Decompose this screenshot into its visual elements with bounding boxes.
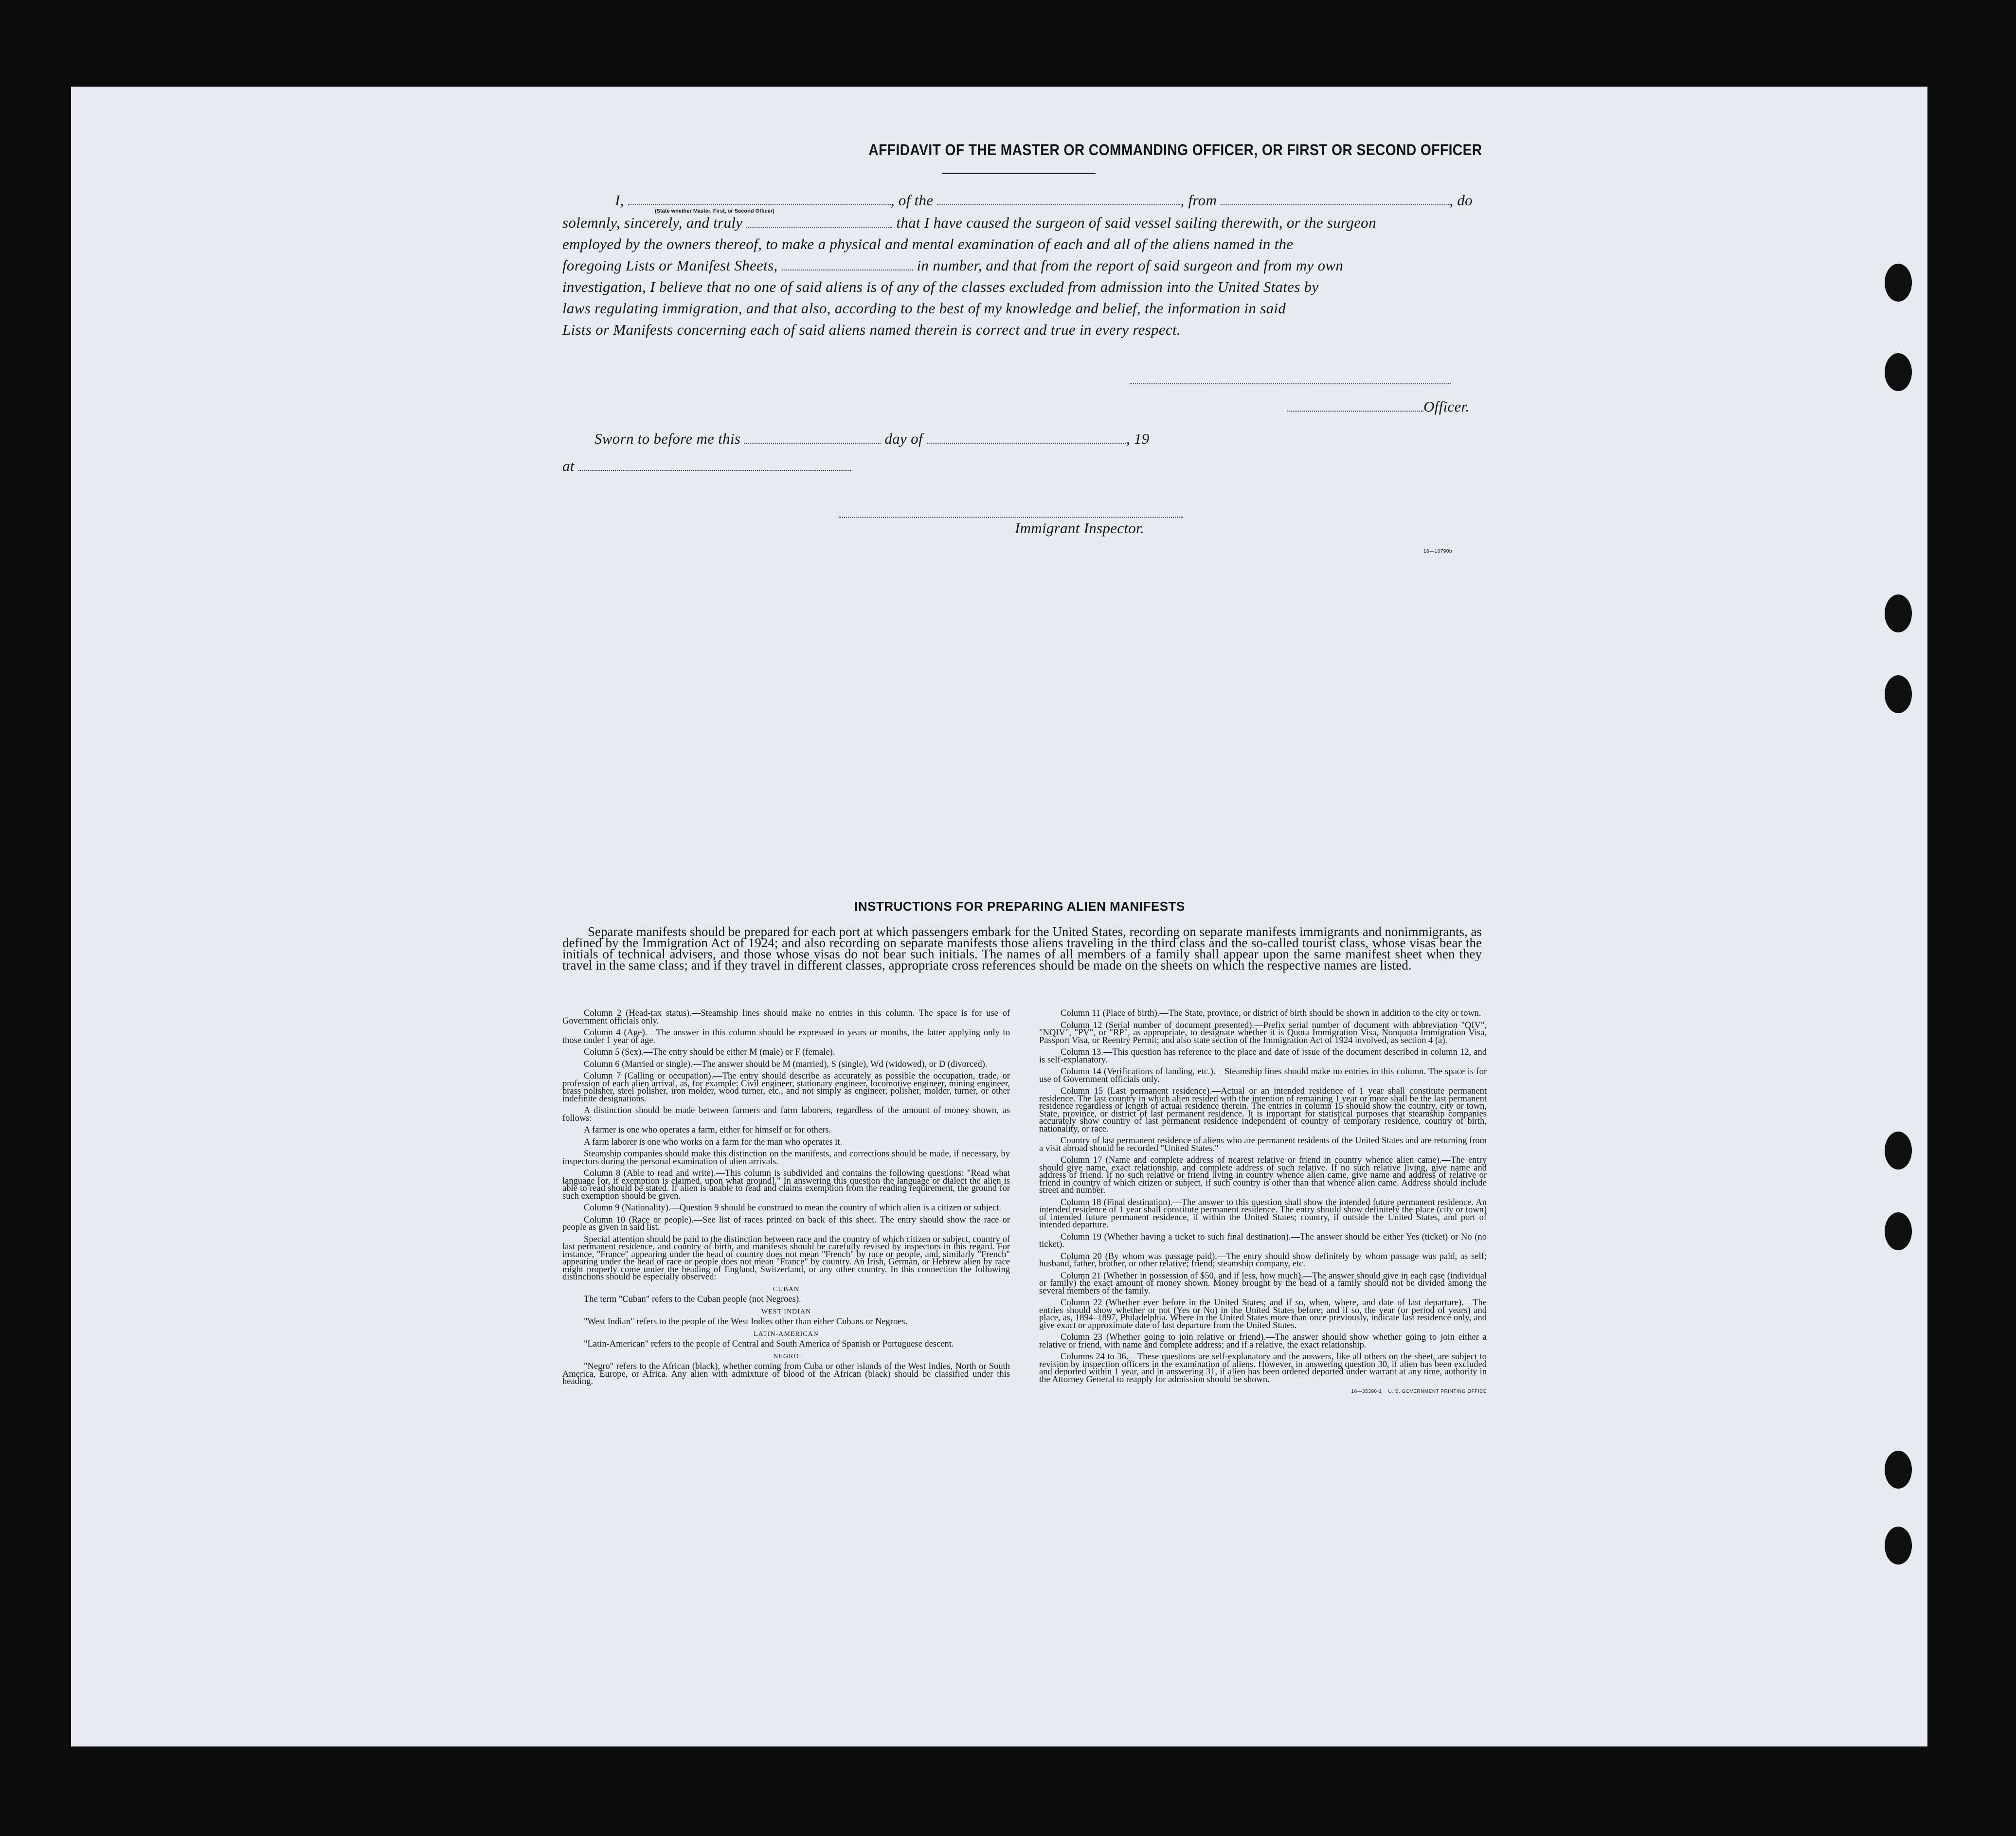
affidavit-text: solemnly, sincerely, and truly bbox=[562, 214, 743, 231]
binder-hole bbox=[1885, 1132, 1912, 1170]
instruction-paragraph: Column 21 (Whether in possession of $50, and if less, how much).—The answer should give in each case (individual or family) the exact amount of money shown. Money brought by the head of a family should not be divided among the several members of the family. bbox=[1039, 1271, 1487, 1296]
instruction-paragraph: Column 12 (Serial number of document presented).—Prefix serial number of document with abbreviation "QIV", "NQIV", "PV", or "RP", as appropriate, to designate whether it is Quota Immigration Visa, Nonquota Immigration Visa, Passport Visa, or Reentry Permit; and also state section of the Immigration Act of 1924 involved, as section 4 (a). bbox=[1039, 1020, 1487, 1045]
affidavit-text: in number, and that from the report of said surgeon and from my own bbox=[917, 257, 1344, 274]
instruction-paragraph: Column 13.—This question has reference to the place and date of issue of the document described in column 12, and is self-explanatory. bbox=[1039, 1047, 1487, 1065]
officer-signature-field[interactable] bbox=[1287, 410, 1423, 412]
binder-hole bbox=[1885, 675, 1912, 713]
affidavit-text: , from bbox=[1180, 192, 1217, 209]
subsection-heading: LATIN-AMERICAN bbox=[754, 1330, 819, 1338]
port-field[interactable] bbox=[1221, 204, 1449, 205]
footer-printer: U. S. GOVERNMENT PRINTING OFFICE bbox=[1388, 1389, 1487, 1394]
affidavit-line-5: investigation, I believe that no one of said aliens is of any of the classes excluded from admission into the United States by bbox=[562, 278, 1319, 295]
form-number: 16—16790b bbox=[1423, 549, 1452, 554]
binder-hole bbox=[1885, 594, 1912, 632]
oath-field[interactable] bbox=[746, 226, 892, 228]
subsection-heading: WEST INDIAN bbox=[761, 1308, 811, 1315]
officer-line bbox=[1287, 398, 1470, 415]
instruction-paragraph: A farmer is one who operates a farm, either for himself or for others. bbox=[584, 1125, 831, 1135]
instruction-paragraph: Column 11 (Place of birth).—The State, province, or district of birth should be shown in addition to the city or town. bbox=[1061, 1008, 1481, 1018]
affidavit-line-4 bbox=[562, 257, 1343, 274]
officer-rank-field[interactable] bbox=[628, 204, 891, 205]
binder-hole bbox=[1885, 264, 1912, 302]
subsection-text: "Latin-American" refers to the people of Central and South America of Spanish or Portuguese descent. bbox=[584, 1339, 954, 1349]
sworn-text: day of bbox=[884, 430, 923, 447]
instruction-paragraph: Column 10 (Race or people).—See list of races printed on back of this sheet. The entry should show the race or people as given in said list. bbox=[562, 1215, 1010, 1232]
sworn-year-text: , 19 bbox=[1126, 430, 1150, 447]
instruction-paragraph: A farm laborer is one who works on a farm for the man who operates it. bbox=[584, 1137, 843, 1147]
at-line bbox=[562, 457, 851, 475]
affidavit-text: , do bbox=[1449, 192, 1473, 209]
inspector-signature-line[interactable] bbox=[839, 517, 1183, 518]
instructions-left-column bbox=[562, 1010, 1010, 1390]
title-divider bbox=[942, 173, 1096, 174]
instruction-paragraph: Column 17 (Name and complete address of nearest relative or friend in country whence alien came).—The entry should give name, exact relationship, and complete address of such relative. If no such relative living, give name and address of friend. If no such relative or friend living in country whence alien came, give name and address of relative or friend in country of which citizen or subject, if such country is other than that whence alien came. Address should include street and number. bbox=[1039, 1155, 1487, 1195]
instruction-paragraph: Column 6 (Married or single).—The answer should be M (married), S (single), Wd (widowed), or D (divorced). bbox=[584, 1059, 988, 1069]
subsection-heading: NEGRO bbox=[773, 1352, 799, 1360]
instruction-paragraph: Column 8 (Able to read and write).—This column is subdivided and contains the following questions: "Read what language [or, if exemption is claimed, upon what ground]." In answering this question the language or dialect the alien is able to read should be stated. If alien is unable to read and claims exemption from the reading requirement, the ground for such exemption should be given. bbox=[562, 1169, 1010, 1201]
affidavit-text: that I have caused the surgeon of said vessel sailing therewith, or the surgeon bbox=[896, 214, 1376, 231]
subsection-text: "Negro" refers to the African (black), whether coming from Cuba or other islands of the West Indies, North or South America, Europe, or Africa. Any alien with admixture of blood of the African (black) should be classified under this heading. bbox=[562, 1362, 1010, 1386]
sworn-line bbox=[594, 430, 1150, 448]
instruction-paragraph: Column 20 (By whom was passage paid).—The entry should show definitely by whom passage was paid, as self; husband, father, brother, or other relative; friend; steamship company, etc. bbox=[1039, 1251, 1487, 1269]
instruction-paragraph: Special attention should be paid to the distinction between race and the country of which citizen or subject, country of last permanent residence, and country of birth, and manifests should be carefully revised by inspectors in this regard. For instance, "France" appearing under the head of country does not mean "French" by race or people, and, similarly "French" appearing under the head of race or people does not mean "France" by country. An Irish, German, or Hebrew alien by race might properly come under the heading of England, Switzerland, or any other country. In this connection the following distinctions should be especially observed: bbox=[562, 1234, 1010, 1282]
subsection-text: The term "Cuban" refers to the Cuban people (not Negroes). bbox=[584, 1295, 801, 1304]
instruction-paragraph: Column 7 (Calling or occupation).—The entry should describe as accurately as possible the occupation, trade, or profession of each alien arrival, as, for example: Civil engineer, stationary engineer, locomotive engineer, mining engineer, brass polisher, steel polisher, iron molder, wood turner, etc., and not simply as engineer, polisher, molder, turner, or other indefinite designations. bbox=[562, 1071, 1010, 1104]
instruction-paragraph: Column 5 (Sex).—The entry should be either M (male) or F (female). bbox=[584, 1047, 835, 1057]
instruction-paragraph: Columns 24 to 36.—These questions are self-explanatory and the answers, like all others on the sheet, are subject to revision by inspection officers in the examination of aliens. However, in answering question 30, if alien has been excluded and deported within 1 year, and in answering 31, if alien has been ordered deported under warrant at any time, authority in the Attorney General to reapply for admission should be shown. bbox=[1039, 1352, 1487, 1385]
affidavit-line-2 bbox=[562, 214, 1376, 232]
affidavit-line-7: Lists or Manifests concerning each of said aliens named therein is correct and true in every respect. bbox=[562, 321, 1181, 338]
affidavit-text: I, bbox=[615, 192, 624, 209]
instruction-paragraph: Column 15 (Last permanent residence).—Actual or an intended residence of 1 year shall constitute permanent residence. The last country in which alien resided with the intention of remaining 1 year or more shall be the last permanent residence regardless of length of actual residence therein. The entries in column 15 should show the country, city or town, State, province, or district of last permanent residence. It is important for statistical purposes that steamship companies accurately show country of last permanent residence independent of country of temporary residence, country of birth, nationality, or race. bbox=[1039, 1086, 1487, 1134]
inspector-label: Immigrant Inspector. bbox=[1015, 520, 1145, 537]
sworn-day-field[interactable] bbox=[744, 442, 881, 444]
instructions-intro: Separate manifests should be prepared for each port at which passengers embark for the United States, recording on separate manifests immigrants and nonimmigrants, as defined by the Immigration Act of 1924; and also recording on separate manifests those aliens traveling in the third class and the so-called tourist class, whose visas bear the initials of technical advisers, and those whose visas do not bear such initials. The names of all members of a family shall appear upon the same manifest sheet when they travel in the same class; and if they travel in different classes, appropriate cross references should be made on the sheets on which the respective names are listed. bbox=[562, 924, 1482, 972]
affidavit-text: foregoing Lists or Manifest Sheets, bbox=[562, 257, 778, 274]
instruction-paragraph: Country of last permanent residence of aliens who are permanent residents of the United States and are returning from a visit abroad should be recorded "United States." bbox=[1039, 1136, 1487, 1153]
place-field[interactable] bbox=[578, 469, 851, 471]
affidavit-line-1 bbox=[590, 192, 1473, 209]
instruction-paragraph: Column 18 (Final destination).—The answer to this question shall show the intended future permanent residence. An intended residence of 1 year shall constitute permanent residence. The entry should show definitely the place (city or town) of intended future permanent residence, if within the United States; country, if outside the United States, and port of intended departure. bbox=[1039, 1197, 1487, 1230]
print-footer bbox=[1039, 1388, 1487, 1396]
instruction-paragraph: Column 22 (Whether ever before in the United States; and if so, when, where, and date of last departure).—The entries should show whether or not (Yes or No) in the United States before; and if so, the year (or period of years) and place, as, 1894–1897, Philadelphia. Where in the United States more than once previously, indicate last residence only, and give exact or approximate date of last departure from the United States. bbox=[1039, 1298, 1487, 1331]
affidavit-title: AFFIDAVIT OF THE MASTER OR COMMANDING OFFICER, OR FIRST OR SECOND OFFICER bbox=[868, 141, 1482, 159]
binder-hole bbox=[1885, 1527, 1912, 1565]
instruction-paragraph: Column 19 (Whether having a ticket to such final destination).—The answer should be either Yes (ticket) or No (no ticket). bbox=[1039, 1232, 1487, 1249]
sheet-count-field[interactable] bbox=[782, 269, 913, 270]
affidavit-text: , of the bbox=[890, 192, 934, 209]
instruction-paragraph: Steamship companies should make this distinction on the manifests, and corrections should be made, if necessary, by inspectors during the personal examination of alien arrivals. bbox=[562, 1149, 1010, 1167]
affidavit-line-6: laws regulating immigration, and that also, according to the best of my knowledge and belief, the information in said bbox=[562, 300, 1286, 317]
sworn-month-field[interactable] bbox=[927, 442, 1126, 444]
master-signature-line[interactable] bbox=[1130, 383, 1451, 384]
binder-hole bbox=[1885, 1212, 1912, 1250]
affidavit-line-3: employed by the owners thereof, to make a physical and mental examination of each and all of the aliens named in the bbox=[562, 235, 1294, 252]
footer-number: 16—35390-1 bbox=[1351, 1389, 1382, 1394]
sworn-text: Sworn to before me this bbox=[594, 430, 741, 447]
instruction-paragraph: Column 23 (Whether going to join relative or friend).—The answer should show whether going to join either a relative or friend, with name and complete address; and if a relative, the exact relationship. bbox=[1039, 1332, 1487, 1350]
binder-hole bbox=[1885, 353, 1912, 391]
instruction-paragraph: Column 4 (Age).—The answer in this column should be expressed in years or months, the latter applying only to those under 1 year of age. bbox=[562, 1028, 1010, 1045]
vessel-name-field[interactable] bbox=[937, 204, 1180, 205]
instructions-title: INSTRUCTIONS FOR PREPARING ALIEN MANIFESTS bbox=[854, 899, 1185, 914]
binder-hole bbox=[1885, 1451, 1912, 1489]
subsection-text: "West Indian" refers to the people of the West Indies other than either Cubans or Negroes. bbox=[584, 1317, 908, 1327]
instruction-paragraph: A distinction should be made between farmers and farm laborers, regardless of the amount of money shown, as follows: bbox=[562, 1106, 1010, 1123]
subsection-heading: CUBAN bbox=[773, 1285, 799, 1293]
instruction-paragraph: Column 14 (Verifications of landing, etc.).—Steamship lines should make no entries in this column. The space is for use of Government officials only. bbox=[1039, 1067, 1487, 1084]
manifest-sheet bbox=[71, 87, 1927, 1746]
instructions-right-column bbox=[1039, 1010, 1487, 1396]
instruction-paragraph: Column 2 (Head-tax status).—Steamship lines should make no entries in this column. The space is for use of Government officials only. bbox=[562, 1008, 1010, 1026]
officer-rank-note: (State whether Master, First, or Second Officer) bbox=[655, 208, 774, 214]
at-label: at bbox=[562, 457, 575, 474]
instruction-paragraph: Column 9 (Nationality).—Question 9 should be construed to mean the country of which alien is a citizen or subject. bbox=[584, 1203, 1002, 1213]
officer-label: Officer. bbox=[1423, 398, 1470, 415]
